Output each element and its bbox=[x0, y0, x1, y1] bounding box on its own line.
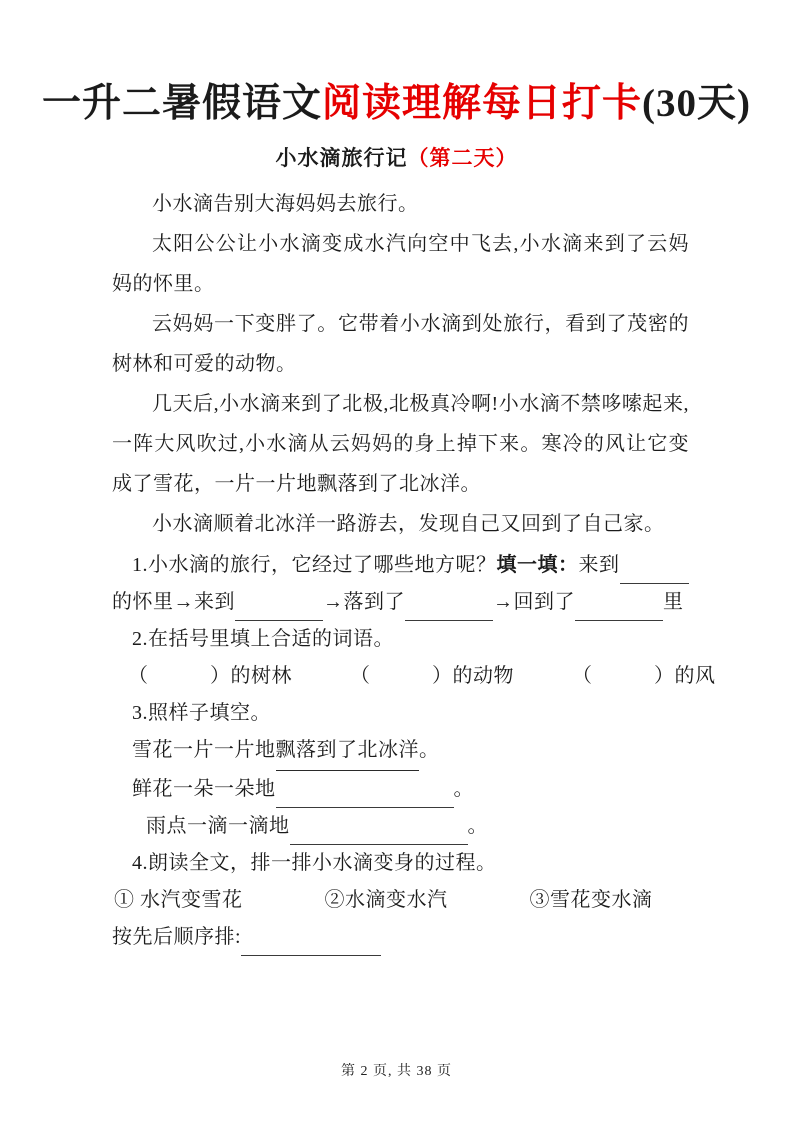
subtitle-passage-name: 小水滴旅行记 bbox=[275, 146, 408, 170]
story-paragraph: 小水滴顺着北冰洋一路游去，发现自己又回到了自己家。 bbox=[152, 513, 665, 535]
question-2-options bbox=[112, 658, 716, 695]
bracket-fill-item: （ ）的风 bbox=[572, 665, 716, 687]
bracket-fill-item: （ ）的动物 bbox=[350, 665, 514, 687]
page-title bbox=[30, 72, 763, 128]
question-4-options bbox=[112, 882, 689, 919]
question-1-seg-end: 里 bbox=[663, 591, 684, 613]
question-1-seg: →落到了 bbox=[323, 591, 405, 613]
story-passage bbox=[112, 184, 689, 544]
question-2-header: 2.在括号里填上合适的词语。 bbox=[132, 628, 394, 650]
subtitle-day-badge: （第二天） bbox=[407, 146, 518, 170]
order-label: 按先后顺序排: bbox=[112, 926, 242, 948]
question-1-fill-label: 填一填： bbox=[496, 554, 579, 576]
question-1-seg: 的怀里→来到 bbox=[112, 591, 235, 613]
story-paragraph: 几天后,小水滴来到了北极,北极真冷啊!小水滴不禁哆嗦起来,一阵大风吹过,小水滴从云妈妈的身上掉下来。寒冷的风让它变成了雪花，一片一片地飘落到了北冰洋。 bbox=[112, 393, 689, 495]
question-1-seq-start: 来到 bbox=[578, 554, 620, 576]
questions-section bbox=[112, 547, 716, 956]
answer-blank bbox=[405, 601, 493, 621]
page-number: 第 2 页, 共 38 页 bbox=[341, 1064, 452, 1079]
example-underlined-text: 飘落到了北冰洋 bbox=[276, 732, 420, 771]
numbered-option: ① 水汽变雪花 bbox=[114, 889, 243, 911]
answer-blank bbox=[241, 936, 381, 956]
question-3-example: 雪花一片一片地 飘落到了北冰洋 。 bbox=[112, 732, 689, 771]
question-1-line-2 bbox=[112, 584, 689, 621]
passage-subtitle bbox=[0, 142, 793, 172]
question-1-prompt: 1.小水滴的旅行，它经过了哪些地方呢？ bbox=[132, 554, 497, 576]
answer-blank bbox=[290, 825, 468, 845]
answer-blank bbox=[235, 601, 323, 621]
story-paragraph: 小水滴告别大海妈妈去旅行。 bbox=[152, 193, 419, 215]
question-3-blank-line: 雨点一滴一滴地 。 bbox=[112, 808, 689, 845]
title-black-part: 一升二暑假语文 bbox=[41, 82, 322, 125]
story-paragraph: 云妈妈一下变胖了。它带着小水滴到处旅行，看到了茂密的树林和可爱的动物。 bbox=[112, 313, 689, 375]
numbered-option: ③雪花变水滴 bbox=[529, 889, 653, 911]
bracket-fill-item: （ ）的树林 bbox=[128, 665, 292, 687]
question-1-line-1 bbox=[112, 547, 689, 584]
answer-blank bbox=[276, 788, 454, 808]
title-red-part: 阅读理解每日打卡 bbox=[322, 82, 643, 125]
answer-blank bbox=[575, 601, 663, 621]
answer-blank bbox=[620, 564, 690, 584]
question-3-header: 3.照样子填空。 bbox=[132, 702, 271, 724]
story-paragraph: 太阳公公让小水滴变成水汽向空中飞去,小水滴来到了云妈妈的怀里。 bbox=[112, 233, 689, 295]
title-days-part: (30天) bbox=[642, 82, 751, 125]
question-4-header: 4.朗读全文，排一排小水滴变身的过程。 bbox=[132, 852, 497, 874]
question-4-order-line bbox=[112, 919, 689, 956]
question-3-blank-line: 鲜花一朵一朵地 。 bbox=[112, 771, 689, 808]
question-1-seg: →回到了 bbox=[493, 591, 575, 613]
numbered-option: ②水滴变水汽 bbox=[324, 889, 448, 911]
